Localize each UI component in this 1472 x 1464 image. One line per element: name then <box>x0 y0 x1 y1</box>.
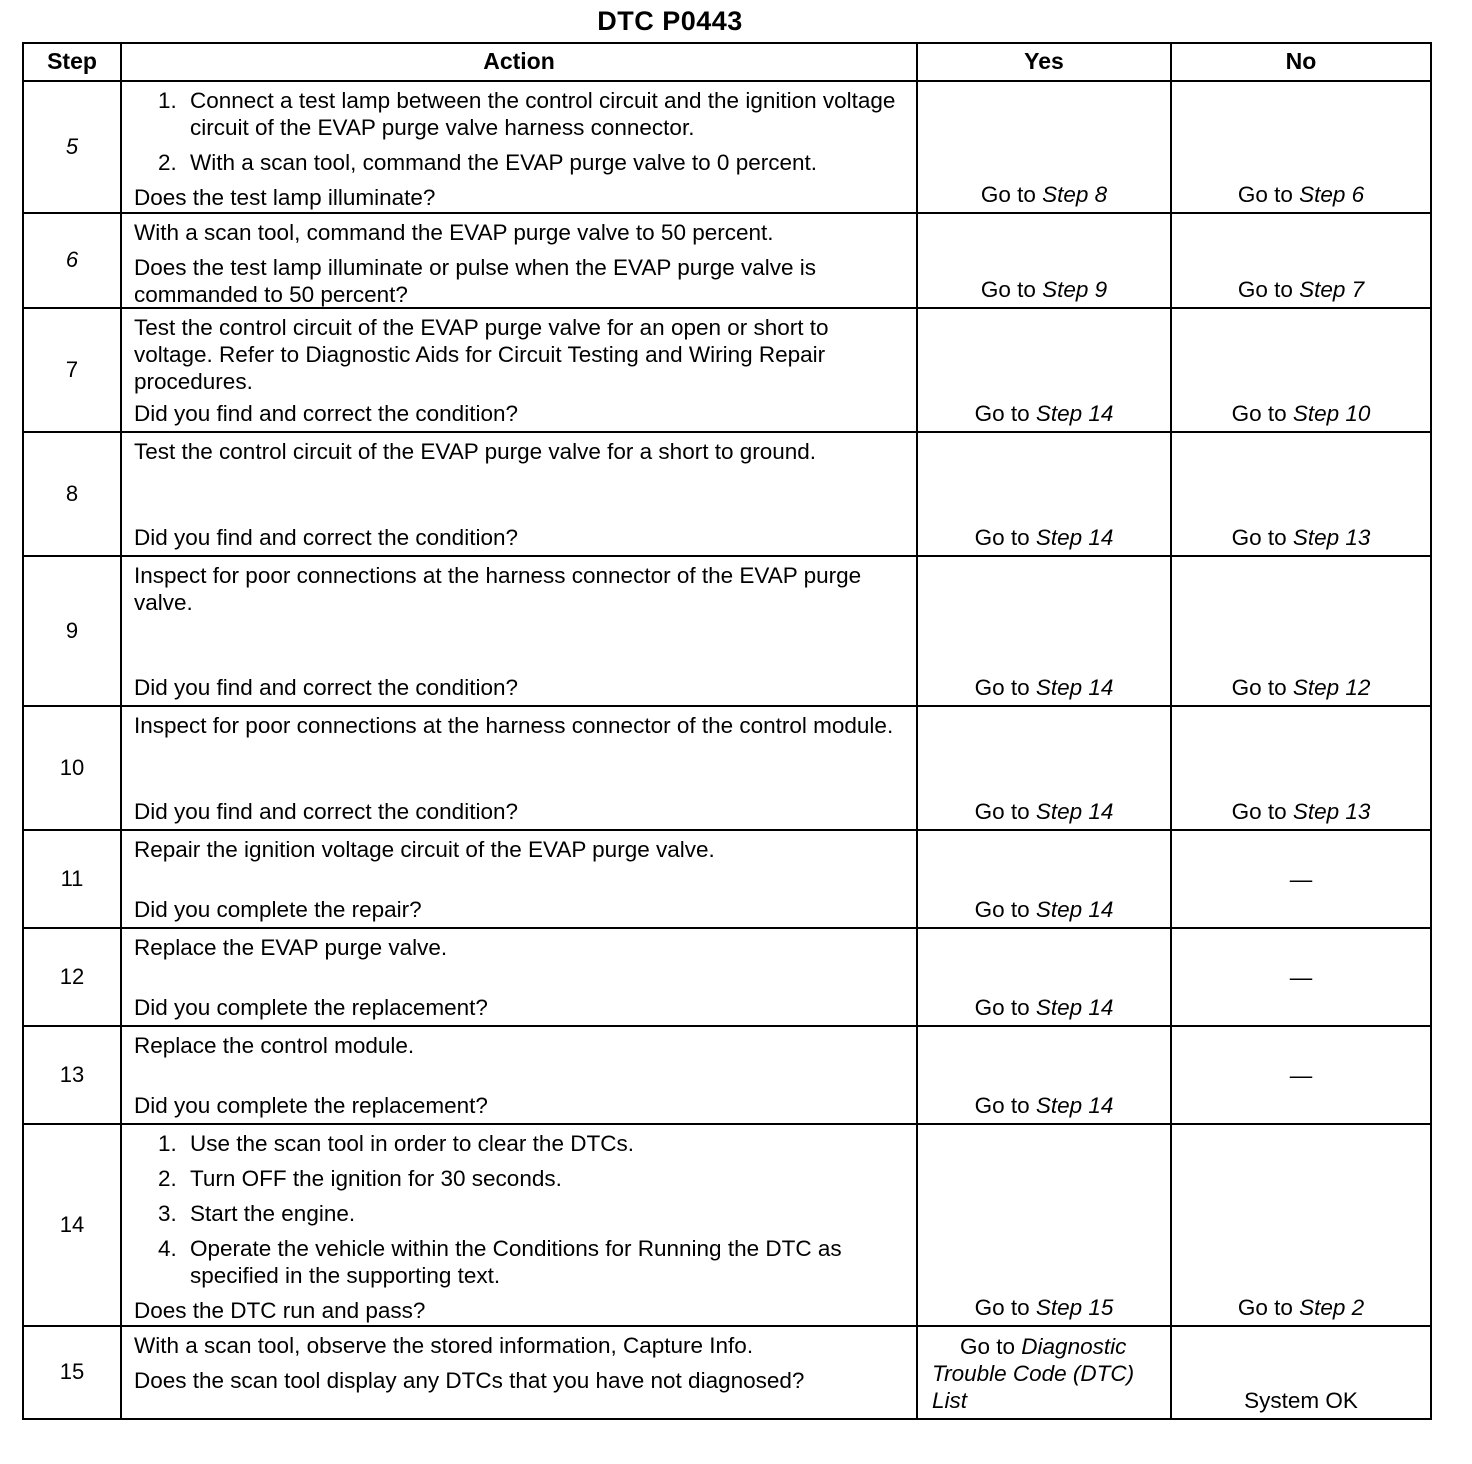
step-number: 13 <box>23 1026 121 1124</box>
yes-cell: Go to Step 14 <box>917 830 1171 928</box>
no-cell: Go to Step 7 <box>1171 213 1431 308</box>
header-row <box>23 43 1431 81</box>
no-cell: System OK <box>1171 1326 1431 1419</box>
yes-dtc-list-link[interactable]: Diagnostic Trouble Code (DTC) List <box>932 1334 1135 1413</box>
step-number: 10 <box>23 706 121 830</box>
step-number: 6 <box>23 213 121 308</box>
action-list <box>134 1130 904 1297</box>
no-cell: — <box>1171 830 1431 928</box>
action-text: Replace the control module. <box>134 1033 415 1058</box>
yes-cell: Go to Step 9 <box>917 213 1171 308</box>
no-cell: Go to Step 2 <box>1171 1124 1431 1326</box>
no-step-link[interactable]: Step 6 <box>1299 182 1365 207</box>
action-cell <box>121 308 917 432</box>
yes-step-link[interactable]: Step 14 <box>1035 675 1114 700</box>
no-step-link[interactable]: Step 7 <box>1299 277 1365 302</box>
action-cell <box>121 556 917 706</box>
action-question: Does the test lamp illuminate or pulse when the EVAP purge valve is commanded to 50 percent? <box>134 255 817 307</box>
no-step-link[interactable]: Step 12 <box>1292 675 1371 700</box>
action-cell <box>121 830 917 928</box>
header-yes: Yes <box>917 43 1171 81</box>
table-row <box>23 1326 1431 1419</box>
action-cell <box>121 928 917 1026</box>
yes-step-link[interactable]: Step 8 <box>1042 182 1108 207</box>
action-question: Did you complete the replacement? <box>134 1093 488 1118</box>
yes-cell: Go to Diagnostic Trouble Code (DTC) List <box>917 1326 1171 1419</box>
action-list <box>134 87 904 184</box>
action-text: Replace the EVAP purge valve. <box>134 935 448 960</box>
step-number: 7 <box>23 308 121 432</box>
action-question: Did you find and correct the condition? <box>134 675 518 700</box>
table-row <box>23 556 1431 706</box>
table-row <box>23 81 1431 213</box>
no-cell: Go to Step 6 <box>1171 81 1431 213</box>
action-text: Inspect for poor connections at the harness connector of the control module. <box>134 713 894 738</box>
no-cell: Go to Step 13 <box>1171 706 1431 830</box>
action-cell <box>121 1326 917 1419</box>
action-cell <box>121 1026 917 1124</box>
list-item: 4. Operate the vehicle within the Conditions for Running the DTC as specified in the supporting text. <box>158 1236 842 1288</box>
action-cell <box>121 81 917 213</box>
table-row <box>23 928 1431 1026</box>
step-number: 12 <box>23 928 121 1026</box>
no-step-link[interactable]: Step 2 <box>1299 1295 1365 1320</box>
header-step: Step <box>23 43 121 81</box>
action-cell <box>121 213 917 308</box>
yes-step-link[interactable]: Step 15 <box>1035 1295 1114 1320</box>
list-item: 2. With a scan tool, command the EVAP purge valve to 0 percent. <box>158 150 818 175</box>
yes-cell: Go to Step 14 <box>917 706 1171 830</box>
yes-step-link[interactable]: Step 14 <box>1035 1093 1114 1118</box>
yes-step-link[interactable]: Step 9 <box>1042 277 1108 302</box>
no-step-link[interactable]: Step 13 <box>1292 525 1371 550</box>
table-row <box>23 308 1431 432</box>
action-question: Did you complete the replacement? <box>134 995 488 1020</box>
no-step-link[interactable]: Step 13 <box>1292 799 1371 824</box>
list-item: 3. Start the engine. <box>158 1201 356 1226</box>
step-number: 9 <box>23 556 121 706</box>
no-cell: Go to Step 13 <box>1171 432 1431 556</box>
action-text: Repair the ignition voltage circuit of the EVAP purge valve. <box>134 837 715 862</box>
yes-cell: Go to Step 8 <box>917 81 1171 213</box>
step-number: 11 <box>23 830 121 928</box>
no-cell: — <box>1171 1026 1431 1124</box>
yes-step-link[interactable]: Step 14 <box>1035 799 1114 824</box>
yes-cell: Go to Step 14 <box>917 432 1171 556</box>
action-text: Test the control circuit of the EVAP purge valve for a short to ground. <box>134 439 817 464</box>
table-row <box>23 1026 1431 1124</box>
action-question: Does the test lamp illuminate? <box>134 185 436 210</box>
yes-step-link[interactable]: Step 14 <box>1035 897 1114 922</box>
page-title: DTC P0443 <box>597 6 743 36</box>
action-cell <box>121 432 917 556</box>
table-row <box>23 830 1431 928</box>
action-question: Did you complete the repair? <box>134 897 422 922</box>
step-number: 8 <box>23 432 121 556</box>
yes-step-link[interactable]: Step 14 <box>1035 525 1114 550</box>
step-number: 15 <box>23 1326 121 1419</box>
action-text: Test the control circuit of the EVAP purge valve for an open or short to voltage. Refer to Diagnostic Aids for Circuit Testing and Wiring Repair procedures. <box>134 315 829 394</box>
action-question: Did you find and correct the condition? <box>134 799 518 824</box>
no-cell: — <box>1171 928 1431 1026</box>
yes-cell: Go to Step 14 <box>917 556 1171 706</box>
action-question: Did you find and correct the condition? <box>134 525 518 550</box>
action-text: Inspect for poor connections at the harness connector of the EVAP purge valve. <box>134 563 862 615</box>
yes-cell: Go to Step 15 <box>917 1124 1171 1326</box>
list-item: 1. Connect a test lamp between the control circuit and the ignition voltage circuit of the EVAP purge valve harness connector. <box>158 88 896 140</box>
header-no: No <box>1171 43 1431 81</box>
action-question: Does the DTC run and pass? <box>134 1298 426 1323</box>
table-row <box>23 1124 1431 1326</box>
action-cell <box>121 706 917 830</box>
table-row <box>23 432 1431 556</box>
header-action: Action <box>121 43 917 81</box>
list-item: 1. Use the scan tool in order to clear the DTCs. <box>158 1131 634 1156</box>
yes-step-link[interactable]: Step 14 <box>1035 401 1114 426</box>
step-number: 5 <box>23 81 121 213</box>
action-text: With a scan tool, command the EVAP purge valve to 50 percent. <box>134 220 774 245</box>
yes-cell: Go to Step 14 <box>917 308 1171 432</box>
table-row <box>23 706 1431 830</box>
diagnostic-table <box>22 42 1432 1420</box>
no-step-link[interactable]: Step 10 <box>1292 401 1371 426</box>
action-text: With a scan tool, observe the stored information, Capture Info. <box>134 1333 754 1358</box>
yes-cell: Go to Step 14 <box>917 1026 1171 1124</box>
no-cell: Go to Step 10 <box>1171 308 1431 432</box>
no-cell: Go to Step 12 <box>1171 556 1431 706</box>
action-question: Did you find and correct the condition? <box>134 401 518 426</box>
list-item: 2. Turn OFF the ignition for 30 seconds. <box>158 1166 562 1191</box>
action-question: Does the scan tool display any DTCs that you have not diagnosed? <box>134 1368 805 1393</box>
action-cell <box>121 1124 917 1326</box>
step-number: 14 <box>23 1124 121 1326</box>
yes-cell: Go to Step 14 <box>917 928 1171 1026</box>
yes-step-link[interactable]: Step 14 <box>1035 995 1114 1020</box>
table-row <box>23 213 1431 308</box>
